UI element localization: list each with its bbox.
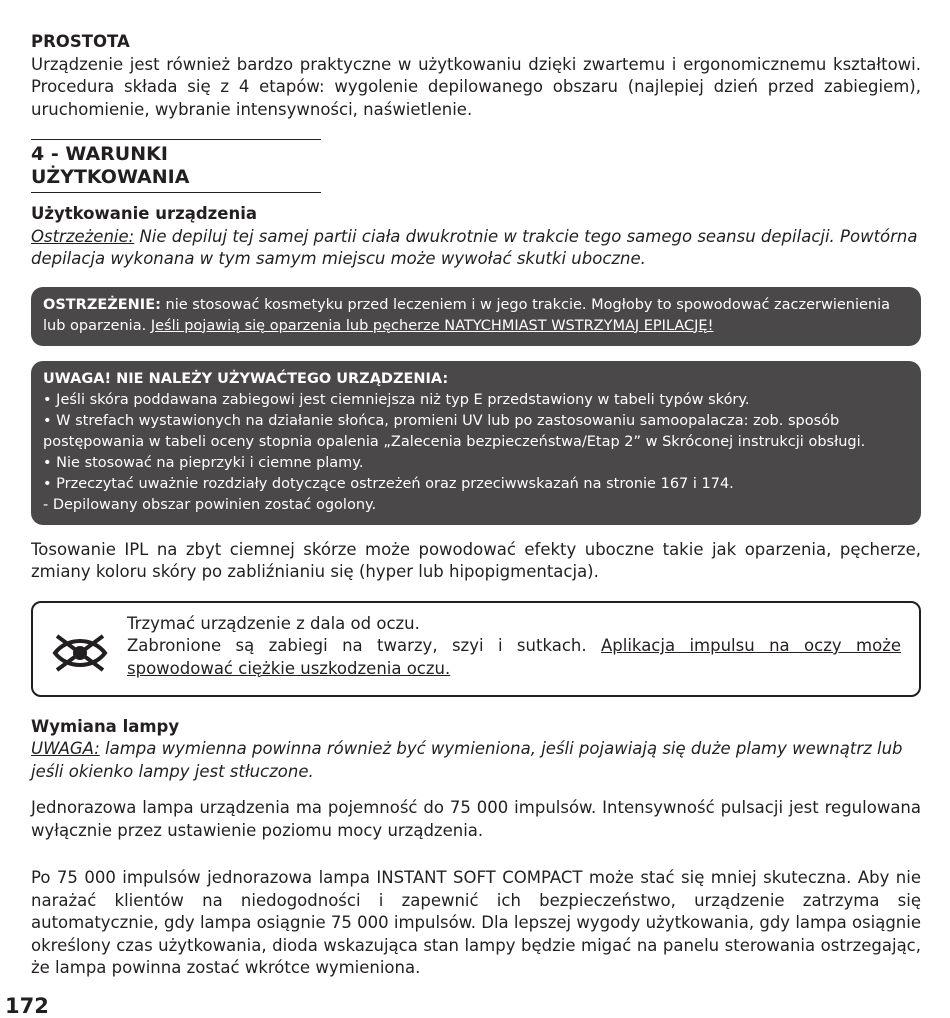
cosmetics-warning-box: [31, 287, 921, 346]
eye-warning-underlined: Aplikacja impulsu na oczy może spowodować ciężkie uszkodzenia oczu.: [127, 636, 902, 678]
lamp-note-text: lampa wymienna powinna również być wymieniona, jeśli pojawiają się duże plamy wewnątrz lub jeśli okienko lampy jest stłuczone.: [31, 739, 903, 781]
usage-warning-label: Ostrzeżenie:: [31, 226, 135, 246]
eye-warning-line2: [127, 635, 901, 680]
section-heading: 4 - WARUNKI UŻYTKOWANIA: [31, 139, 321, 193]
do-not-use-line: • Nie stosować na pieprzyki i ciemne plamy.: [43, 454, 364, 471]
eye-warning-text: [127, 613, 901, 681]
dark-skin-paragraph: Tosowanie IPL na zbyt ciemnej skórze może powodować efekty uboczne takie jak oparzenia, pęcherze, zmiany koloru skóry po zabliźnianiu się (hyper lub hipopigmentacja).: [31, 539, 921, 581]
do-not-use-line: • W strefach wystawionych na działanie słońca, promieni UV lub po zastosowaniu samoopalacza: zob. sposób postępowania w tabeli oceny stopnia opalenia „Zalecenia bezpieczeństwa/Etap 2” w Skróconej instrukcji obsługi.: [43, 412, 866, 450]
do-not-use-title: UWAGA! NIE NALEŻY UŻYWAĆTEGO URZĄDZENIA:: [43, 370, 449, 387]
document-page: [31, 31, 921, 980]
lamp-paragraph-2: Po 75 000 impulsów jednorazowa lampa INSTANT SOFT COMPACT może stać się mniej skuteczna. Aby nie narażać klientów na niedogodności i zapewnić ich bezpieczeństwo, urządzenie zatrzyma się automatycznie, gdy lampa osiągnie 75 000 impulsów. Dla lepszej wygody użytkowania, gdy lampa osiągnie określony czas użytkowania, dioda wskazująca stan lampy będzie migać na panelu sterowania ostrzegając, że lampa powinna zostać wkrótce wymieniona.: [31, 868, 921, 977]
cosmetics-warning-underlined: Jeśli pojawią się oparzenia lub pęcherze NATYCHMIAST WSTRZYMAJ EPILACJĘ!: [150, 317, 714, 334]
prostota-body: Urządzenie jest również bardzo praktyczne w użytkowaniu dzięki zwartemu i ergonomicznemu kształtowi. Procedura składa się z 4 etapów: wygolenie depilowanego obszaru (najlepiej dzień przed zabiegiem), uruchomienie, wybranie intensywności, naświetlenie.: [31, 54, 921, 119]
lamp-note-label: UWAGA:: [31, 739, 100, 758]
eye-warning-plain: Zabronione są zabiegi na twarzy, szyi i sutkach.: [127, 636, 601, 655]
eye-warning-box: [31, 601, 921, 697]
usage-warning-text: Nie depiluj tej samej partii ciała dwukrotnie w trakcie tego samego seansu depilacji. Powtórna depilacja wykonana w tym samym miejscu może wywołać skutki uboczne.: [31, 226, 918, 268]
no-eye-icon: [49, 631, 111, 675]
do-not-use-line: - Depilowany obszar powinien zostać ogolony.: [43, 496, 377, 513]
lamp-note: [31, 738, 921, 783]
eye-warning-line1: Trzymać urządzenie z dala od oczu.: [127, 613, 420, 633]
lamp-title: Wymiana lampy: [31, 716, 180, 736]
do-not-use-line: • Przeczytać uważnie rozdziały dotyczące ostrzeżeń oraz przeciwwskazań na stronie 167 i 174.: [43, 475, 734, 492]
do-not-use-box: [31, 361, 921, 525]
prostota-title: PROSTOTA: [31, 32, 130, 51]
page-number: 172: [5, 994, 49, 1018]
cosmetics-warning-text: nie stosować kosmetyku przed leczeniem i w jego trakcie. Mogłoby to spowodować zaczerwienienia lub oparzenia.: [43, 296, 891, 334]
cosmetics-warning-label: OSTRZEŻENIE:: [43, 296, 161, 313]
do-not-use-line: • Jeśli skóra poddawana zabiegowi jest ciemniejsza niż typ E przedstawiony w tabeli typów skóry.: [43, 391, 750, 408]
lamp-paragraph-1: Jednorazowa lampa urządzenia ma pojemność do 75 000 impulsów. Intensywność pulsacji jest regulowana wyłącznie przez ustawienie poziomu mocy urządzenia.: [31, 798, 921, 840]
usage-title: Użytkowanie urządzenia: [31, 204, 257, 223]
usage-warning: [31, 226, 921, 271]
